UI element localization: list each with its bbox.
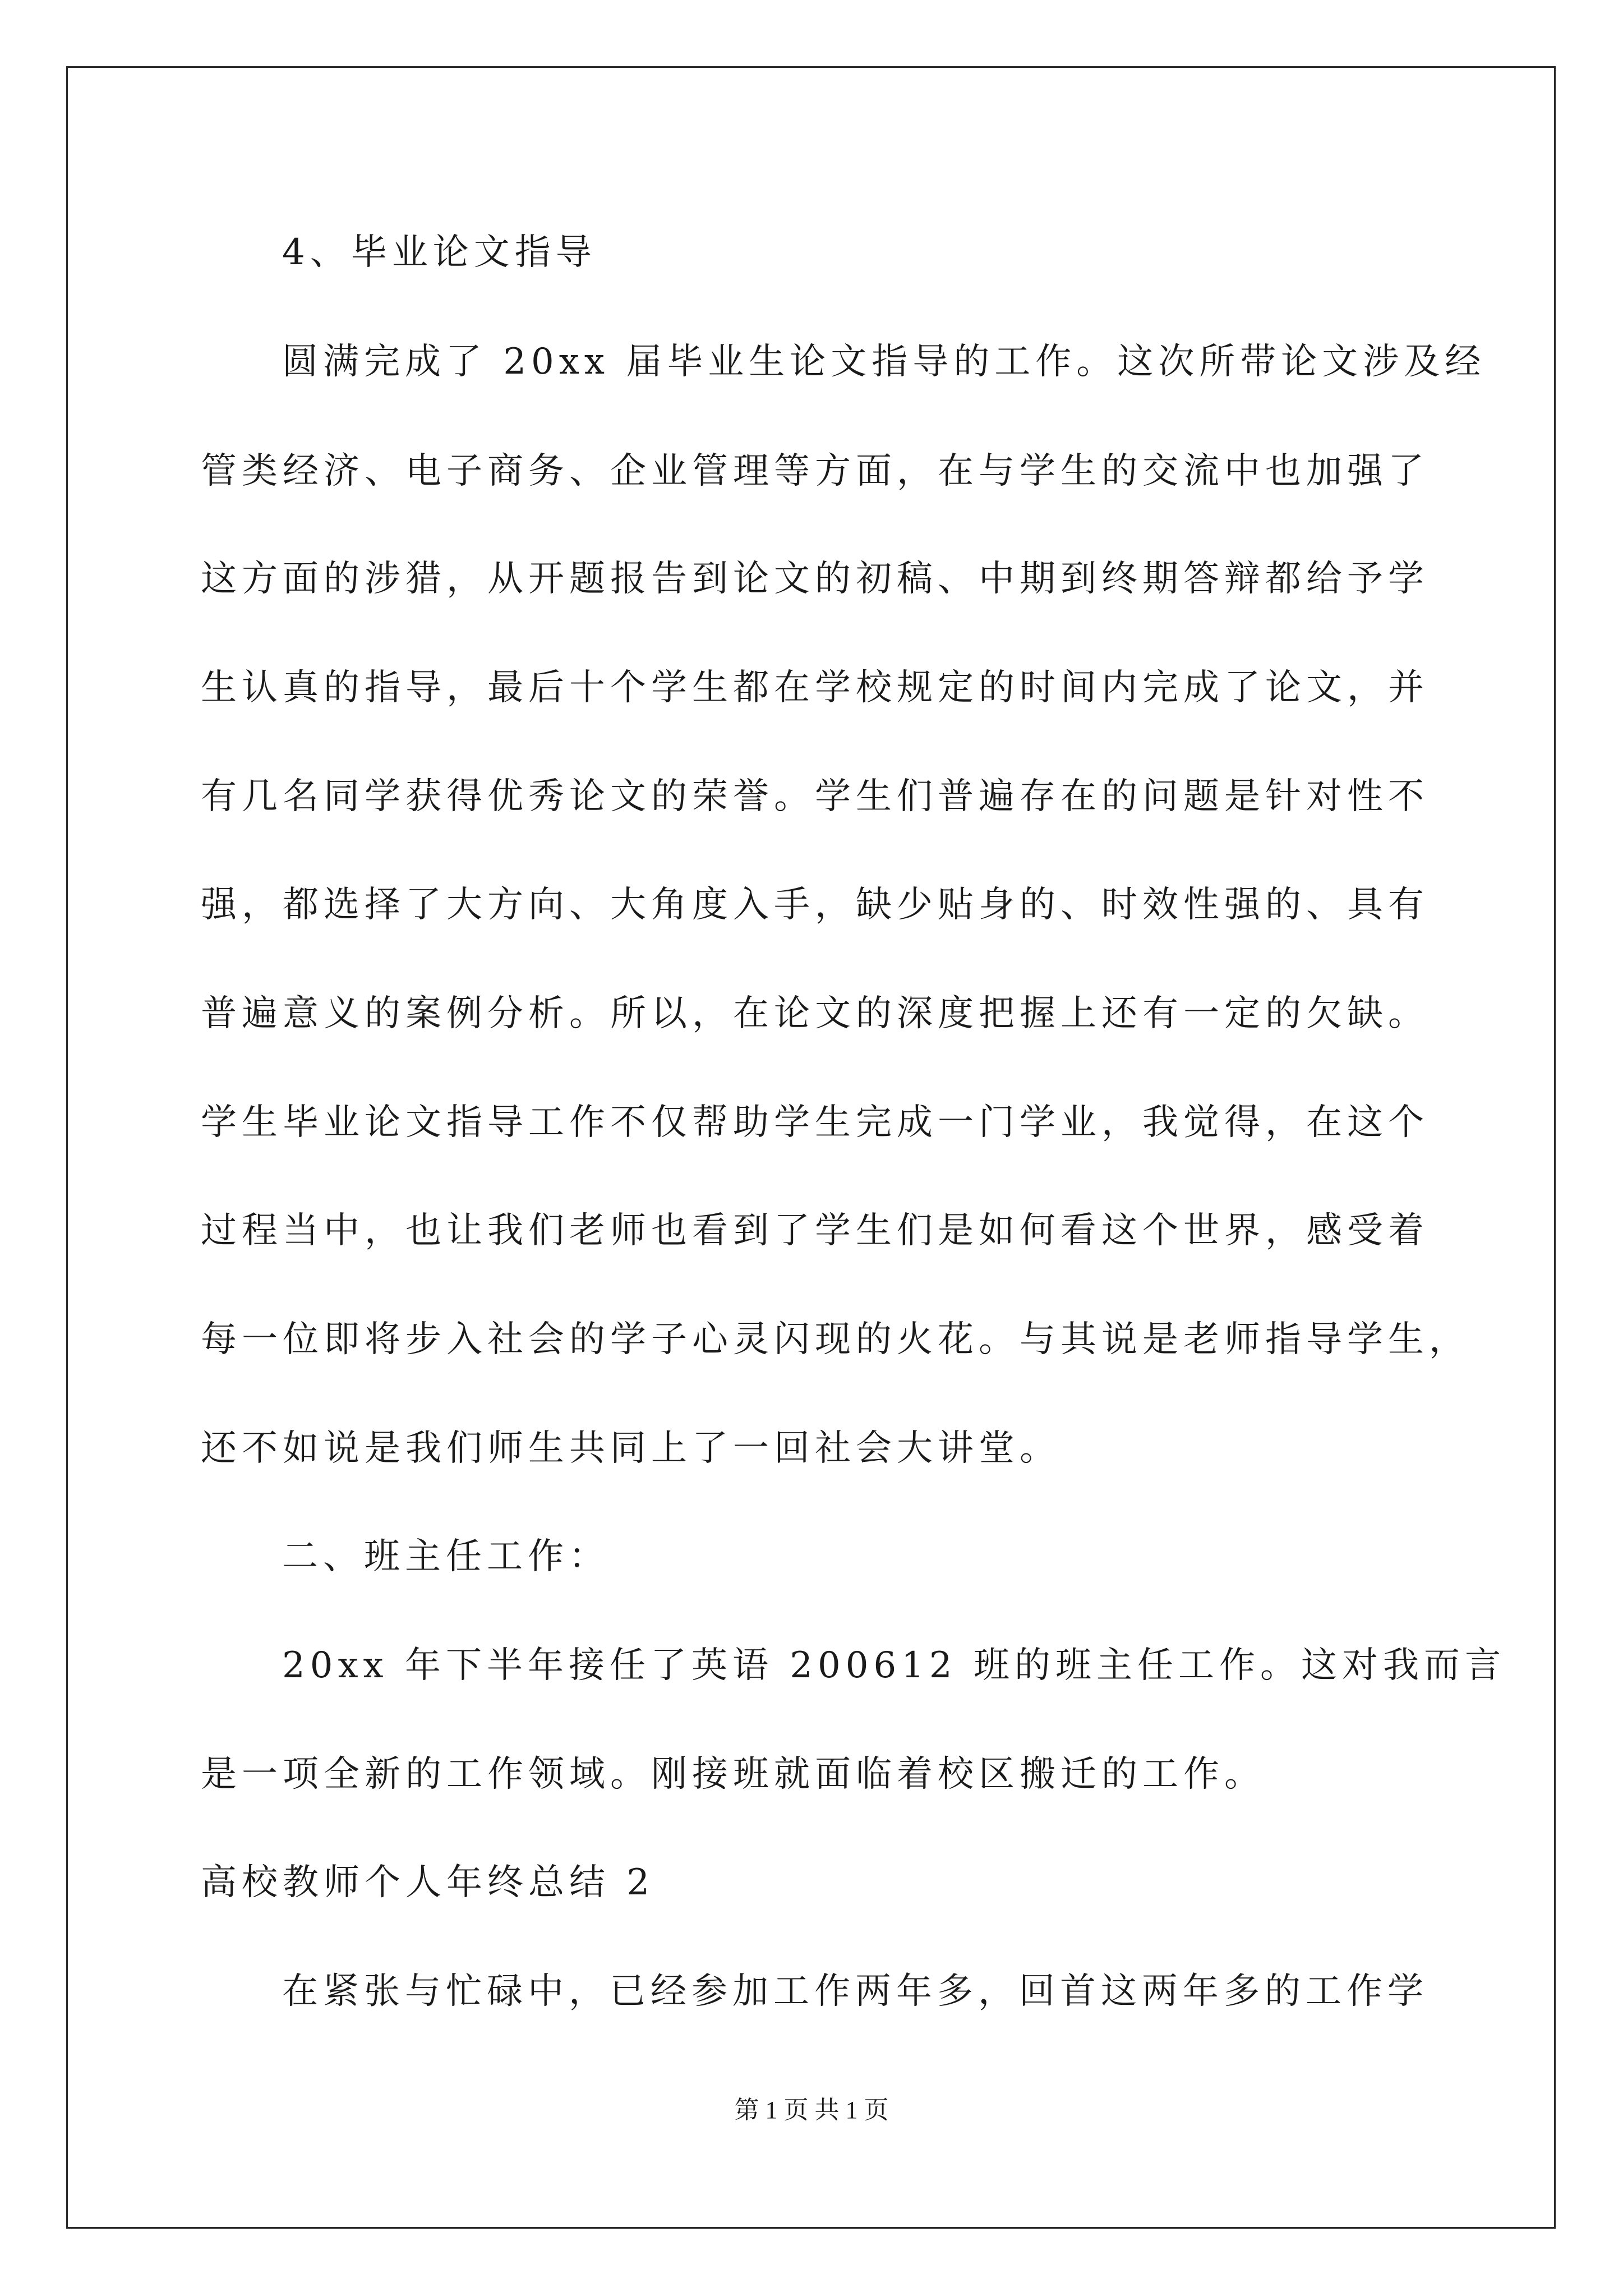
section-heading-class-teacher: 二、班主任工作：	[282, 1536, 610, 1577]
paragraph-line: 普遍意义的案例分析。所以，在论文的深度把握上还有一定的欠缺。	[201, 993, 1429, 1034]
paragraph-line: 是一项全新的工作领域。刚接班就面临着校区搬迁的工作。	[201, 1754, 1265, 1795]
paragraph-line: 在紧张与忙碌中，已经参加工作两年多，回首这两年多的工作学	[282, 1971, 1428, 2012]
paragraph-line: 每一位即将步入社会的学子心灵闪现的火花。与其说是老师指导学生，	[201, 1319, 1470, 1360]
paragraph-line: 学生毕业论文指导工作不仅帮助学生完成一门学业，我觉得，在这个	[201, 1102, 1429, 1143]
paragraph-line: 20xx 年下半年接任了英语 200612 班的班主任工作。这对我而言	[282, 1645, 1506, 1686]
paragraph-line: 这方面的涉猎，从开题报告到论文的初稿、中期到终期答辩都给予学	[201, 558, 1429, 600]
paragraph-line: 管类经济、电子商务、企业管理等方面，在与学生的交流中也加强了	[201, 450, 1429, 492]
document-subtitle: 高校教师个人年终总结 2	[201, 1862, 655, 1903]
paragraph-line: 强，都选择了大方向、大角度入手，缺少贴身的、时效性强的、具有	[201, 884, 1429, 926]
paragraph-line: 过程当中，也让我们老师也看到了学生们是如何看这个世界，感受着	[201, 1210, 1429, 1251]
paragraph-line: 还不如说是我们师生共同上了一回社会大讲堂。	[201, 1428, 1061, 1469]
paragraph-line: 圆满完成了 20xx 届毕业生论文指导的工作。这次所带论文涉及经	[282, 341, 1486, 383]
paragraph-line: 有几名同学获得优秀论文的荣誉。学生们普遍存在的问题是针对性不	[201, 776, 1429, 817]
page-footer: 第 1 页 共 1 页	[734, 2096, 889, 2124]
paragraph-line: 生认真的指导，最后十个学生都在学校规定的时间内完成了论文，并	[201, 667, 1429, 708]
section-heading-thesis-guidance: 4、毕业论文指导	[282, 232, 597, 273]
